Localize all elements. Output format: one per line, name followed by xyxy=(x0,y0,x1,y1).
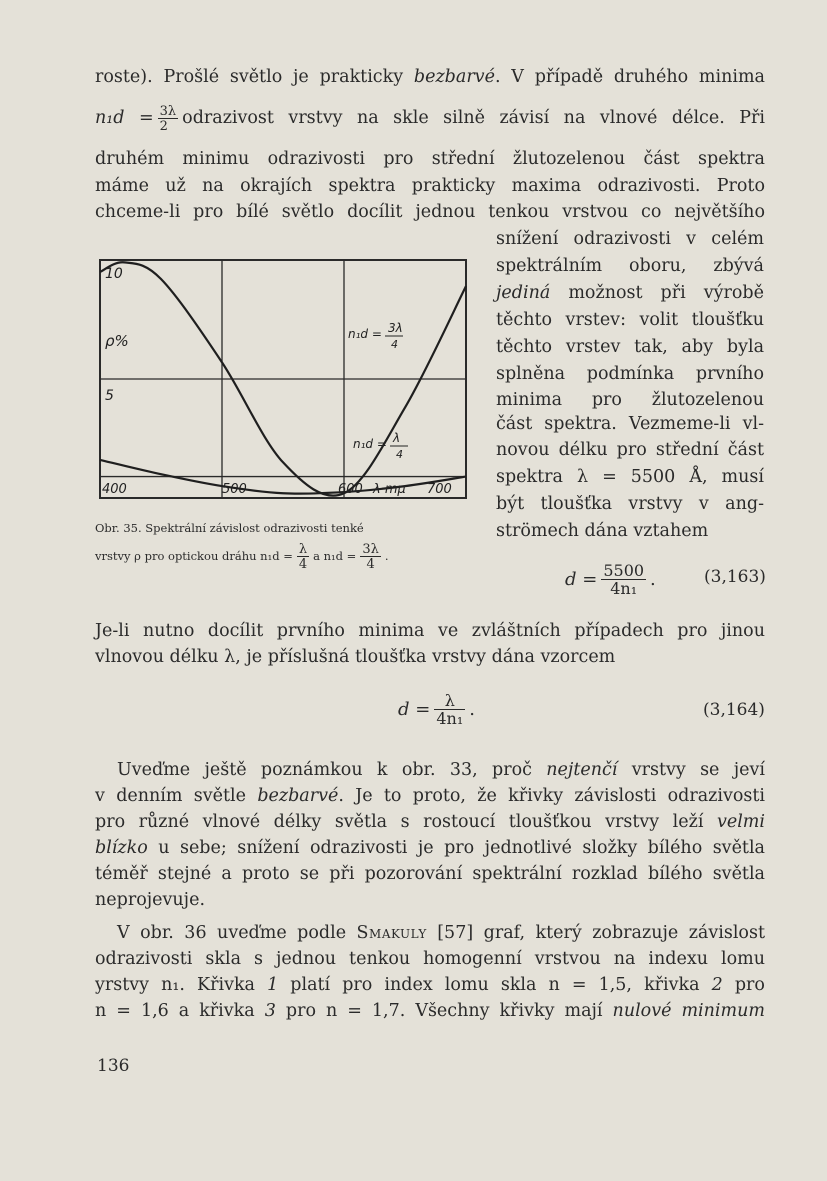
y-tick-5: 5 xyxy=(105,388,114,404)
para3-line3: yrstvy n₁. Křivka 1 platí pro index lomu skla n = 1,5, křivka 2 pro xyxy=(95,975,765,995)
right-line-10: spektra λ = 5500 Å, musí xyxy=(496,467,764,487)
para3-line2: odrazivosti skla s jednou tenkou homogenní vrstvou na indexu lomu xyxy=(95,949,765,969)
x-tick-400: 400 xyxy=(102,482,127,497)
right-line-11: být tloušťka vrstvy v ang- xyxy=(496,494,764,514)
right-line-5: těchto vrstev tak, aby byla xyxy=(496,337,764,357)
label-lower-lhs: n₁d = xyxy=(353,437,387,451)
para2-line3: pro různé vlnové délky světla s rostoucí tloušťkou vrstvy leží velmi xyxy=(95,812,765,832)
label-upper-lhs: n₁d = xyxy=(348,327,382,341)
para2-line4: blízko u sebe; snížení odrazivosti je pro jednotlivé složky bílého světla xyxy=(95,838,765,858)
label-upper-den: 4 xyxy=(391,338,398,351)
text-line-1: roste). Prošlé světlo je prakticky bezbarvé. V případě druhého minima xyxy=(95,67,765,87)
y-axis-label: ρ% xyxy=(105,332,129,350)
right-line-6: splněna podmínka prvního xyxy=(496,364,764,384)
equation-3-163: d = $\frac{5500}{\text{4n₁}}$ . xyxy=(565,561,656,598)
para3-line4: n = 1,6 a křivka 3 pro n = 1,7. Všechny křivky mají nulové minimum xyxy=(95,1001,765,1021)
para3-line1: V obr. 36 uveďme podle Smakuly [57] graf, který zobrazuje závislost xyxy=(117,923,765,943)
x-axis-unit: λ mμ xyxy=(373,482,406,497)
para2-line2: v denním světle bezbarvé. Je to proto, že křivky závislosti odrazivosti xyxy=(95,786,765,806)
reflectivity-chart xyxy=(95,254,475,516)
equation-3-164: d = $\frac{\lambda}{\text{4n₁}}$ . xyxy=(398,691,475,728)
right-line-4: těchto vrstev: volit tloušťku xyxy=(496,310,764,330)
para2-line6: neprojevuje. xyxy=(95,890,206,910)
right-line-2: spektrálním oboru, zbývá xyxy=(496,256,764,276)
right-line-3: jediná možnost při výrobě xyxy=(496,283,764,303)
figure-caption-line2: vrstvy ρ pro optickou dráhu n₁d = $\frac{\lambda}{4}$ a n₁d = $\frac{3\lambda}{4}$ . xyxy=(95,542,389,572)
equation-number-3-163: (3,163) xyxy=(704,567,766,587)
text-line-4: máme už na okrajích spektra prakticky maxima odrazivosti. Proto xyxy=(95,176,765,196)
x-tick-600: 600 xyxy=(338,482,363,497)
text-line-3: druhém minimu odrazivosti pro střední žlutozelenou část spektra xyxy=(95,149,765,169)
equation-number-3-164: (3,164) xyxy=(703,700,765,720)
x-tick-500: 500 xyxy=(222,482,247,497)
figure-caption-line1: Obr. 35. Spektrální závislost odrazivosti tenké xyxy=(95,521,364,535)
right-line-8: část spektra. Vezmeme-li vl- xyxy=(496,414,764,434)
para2-line1: Uveďme ještě poznámkou k obr. 33, proč nejtenčí vrstvy se jeví xyxy=(117,760,765,780)
text-line-5: chceme-li pro bílé světlo docílit jednou tenkou vrstvou co největšího xyxy=(95,202,765,222)
right-line-7: minima pro žlutozelenou xyxy=(496,390,764,410)
text-line-after-163-2: vlnovou délku λ, je příslušná tloušťka vrstvy dána vzorcem xyxy=(95,647,616,667)
right-line-12: strömech dána vztahem xyxy=(496,521,709,541)
para2-line5: téměř stejné a proto se při pozorování spektrální rozklad bílého světla xyxy=(95,864,765,884)
formula-line: n₁d = $\frac{3\lambda}{2}$ odrazivost vrstvy na skle silně závisí na vlnové délce. Při xyxy=(95,103,765,134)
x-tick-700: 700 xyxy=(427,482,452,497)
label-upper-num: 3λ xyxy=(388,321,403,335)
label-lower-den: 4 xyxy=(396,448,403,461)
y-tick-10: 10 xyxy=(105,266,123,282)
page-number: 136 xyxy=(97,1056,130,1076)
label-lower-num: λ xyxy=(393,431,401,445)
right-line-1: snížení odrazivosti v celém xyxy=(496,229,764,249)
text-line-after-163-1: Je-li nutno docílit prvního minima ve zvláštních případech pro jinou xyxy=(95,621,765,641)
right-line-9: novou délku pro střední část xyxy=(496,440,764,460)
